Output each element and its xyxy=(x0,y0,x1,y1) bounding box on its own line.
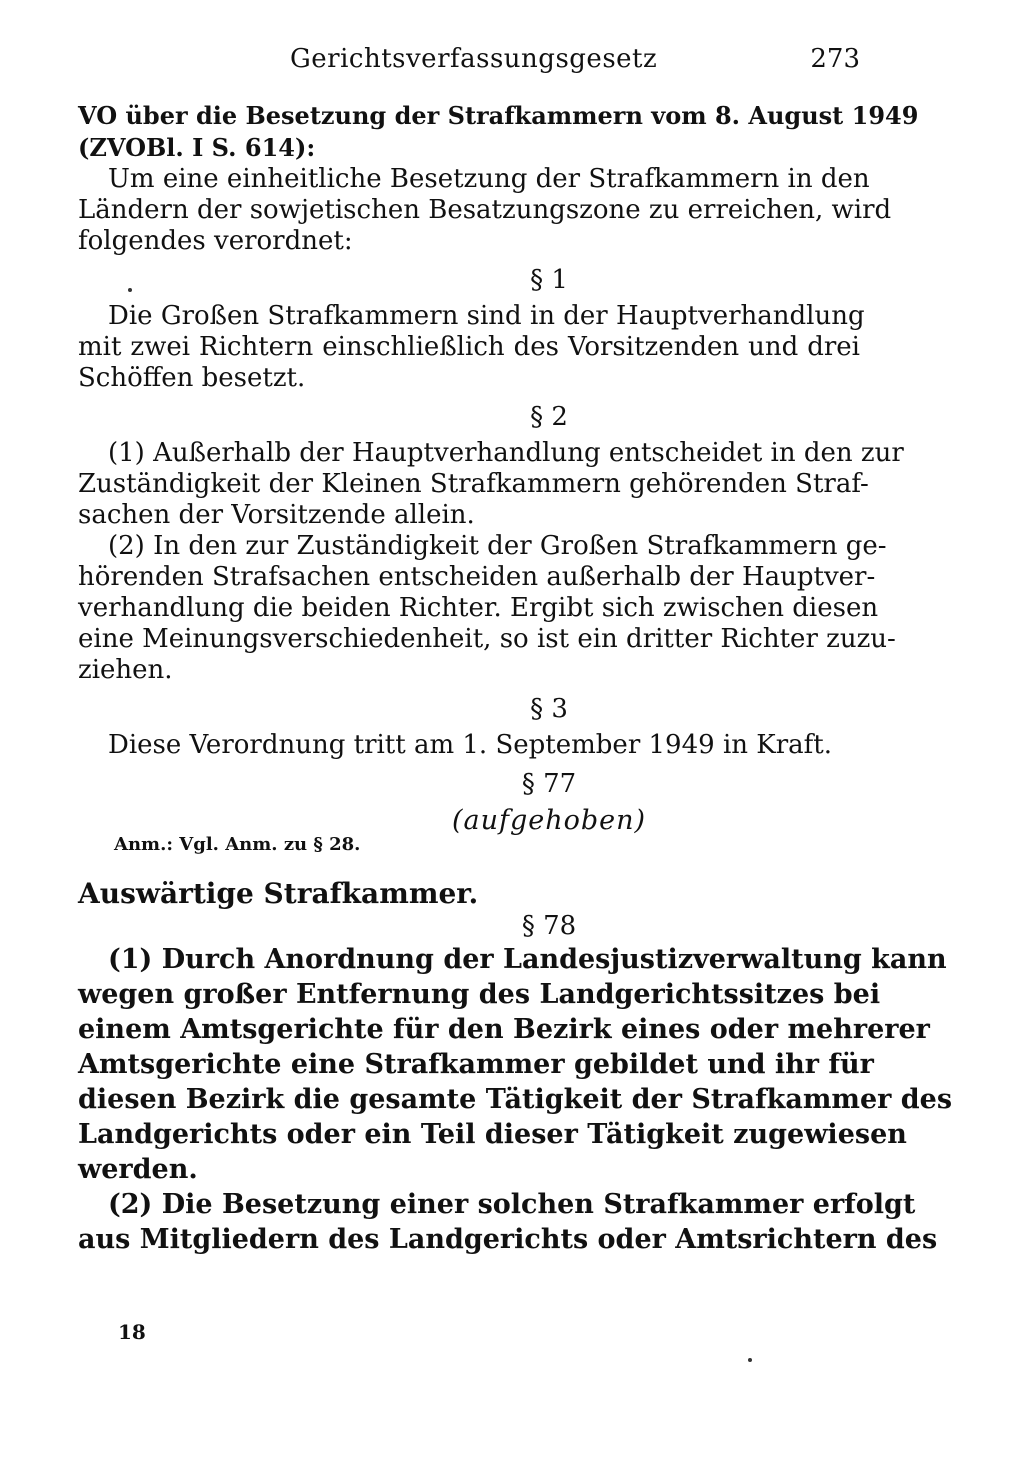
scan-speck xyxy=(748,1358,752,1362)
text-line: Diese Verordnung tritt am 1. September 1949 in Kraft. xyxy=(108,730,832,760)
running-title: Gerichtsverfassungsgesetz xyxy=(290,44,658,74)
page-content xyxy=(78,100,953,1257)
text-line: wegen großer Entfernung des Landgerichtssitzes bei xyxy=(78,979,881,1010)
section-2-label: § 2 xyxy=(530,402,568,432)
text-line: diesen Bezirk die gesamte Tätigkeit der Strafkammer des xyxy=(78,1084,953,1115)
vo-heading-line: (ZVOBl. I S. 614): xyxy=(78,133,316,162)
scan-speck xyxy=(128,288,132,292)
vo-heading xyxy=(78,100,919,164)
section-3-label: § 3 xyxy=(530,694,568,724)
text-line: folgendes verordnet: xyxy=(78,226,353,256)
text-line: mit zwei Richtern einschließlich des Vorsitzenden und drei xyxy=(78,332,860,362)
section-1-label: § 1 xyxy=(530,265,568,295)
section-77-label: § 77 xyxy=(521,769,577,799)
text-line: Um eine einheitliche Besetzung der Strafkammern in den xyxy=(108,164,870,194)
vo-heading-line: VO über die Besetzung der Strafkammern vom 8. August 1949 xyxy=(78,101,919,130)
text-line: ziehen. xyxy=(78,655,173,685)
text-line: (2) Die Besetzung einer solchen Strafkammer erfolgt xyxy=(108,1189,916,1220)
section-1-text xyxy=(78,301,865,394)
text-line: werden. xyxy=(78,1154,198,1185)
printer-signature: 18 xyxy=(118,1320,146,1344)
text-line: hörenden Strafsachen entscheiden außerhalb der Hauptver- xyxy=(78,562,876,592)
section-2-text xyxy=(78,438,904,686)
text-line: Amtsgerichte eine Strafkammer gebildet und ihr für xyxy=(78,1049,874,1080)
text-line: verhandlung die beiden Richter. Ergibt sich zwischen diesen xyxy=(78,593,879,623)
page-header xyxy=(78,44,860,78)
page-number: 273 xyxy=(810,44,860,74)
section-3-text xyxy=(78,730,860,761)
text-line: Zuständigkeit der Kleinen Strafkammern gehörenden Straf- xyxy=(78,469,869,499)
section-77-status: (aufgehoben) xyxy=(451,805,647,836)
text-line: Landgerichts oder ein Teil dieser Tätigkeit zugewiesen xyxy=(78,1119,907,1150)
text-line: sachen der Vorsitzende allein. xyxy=(78,500,475,530)
section-78-text xyxy=(78,942,953,1257)
text-line: (1) Außerhalb der Hauptverhandlung entscheidet in den zur xyxy=(108,438,904,468)
text-line: Die Großen Strafkammern sind in der Hauptverhandlung xyxy=(108,301,865,331)
section-77-note: Anm.: Vgl. Anm. zu § 28. xyxy=(114,834,361,855)
text-line: (2) In den zur Zuständigkeit der Großen Strafkammern ge- xyxy=(108,531,887,561)
auswaertige-heading: Auswärtige Strafkammer. xyxy=(78,877,479,910)
text-line: einem Amtsgerichte für den Bezirk eines oder mehrerer xyxy=(78,1014,930,1045)
text-line: Ländern der sowjetischen Besatzungszone zu erreichen, wird xyxy=(78,195,892,225)
section-78-label: § 78 xyxy=(521,911,577,941)
text-line: (1) Durch Anordnung der Landesjustizverwaltung kann xyxy=(108,944,947,975)
text-line: Schöffen besetzt. xyxy=(78,363,306,393)
text-line: aus Mitgliedern des Landgerichts oder Amtsrichtern des xyxy=(78,1224,938,1255)
text-line: eine Meinungsverschiedenheit, so ist ein dritter Richter zuzu- xyxy=(78,624,896,654)
intro-paragraph xyxy=(78,164,892,257)
